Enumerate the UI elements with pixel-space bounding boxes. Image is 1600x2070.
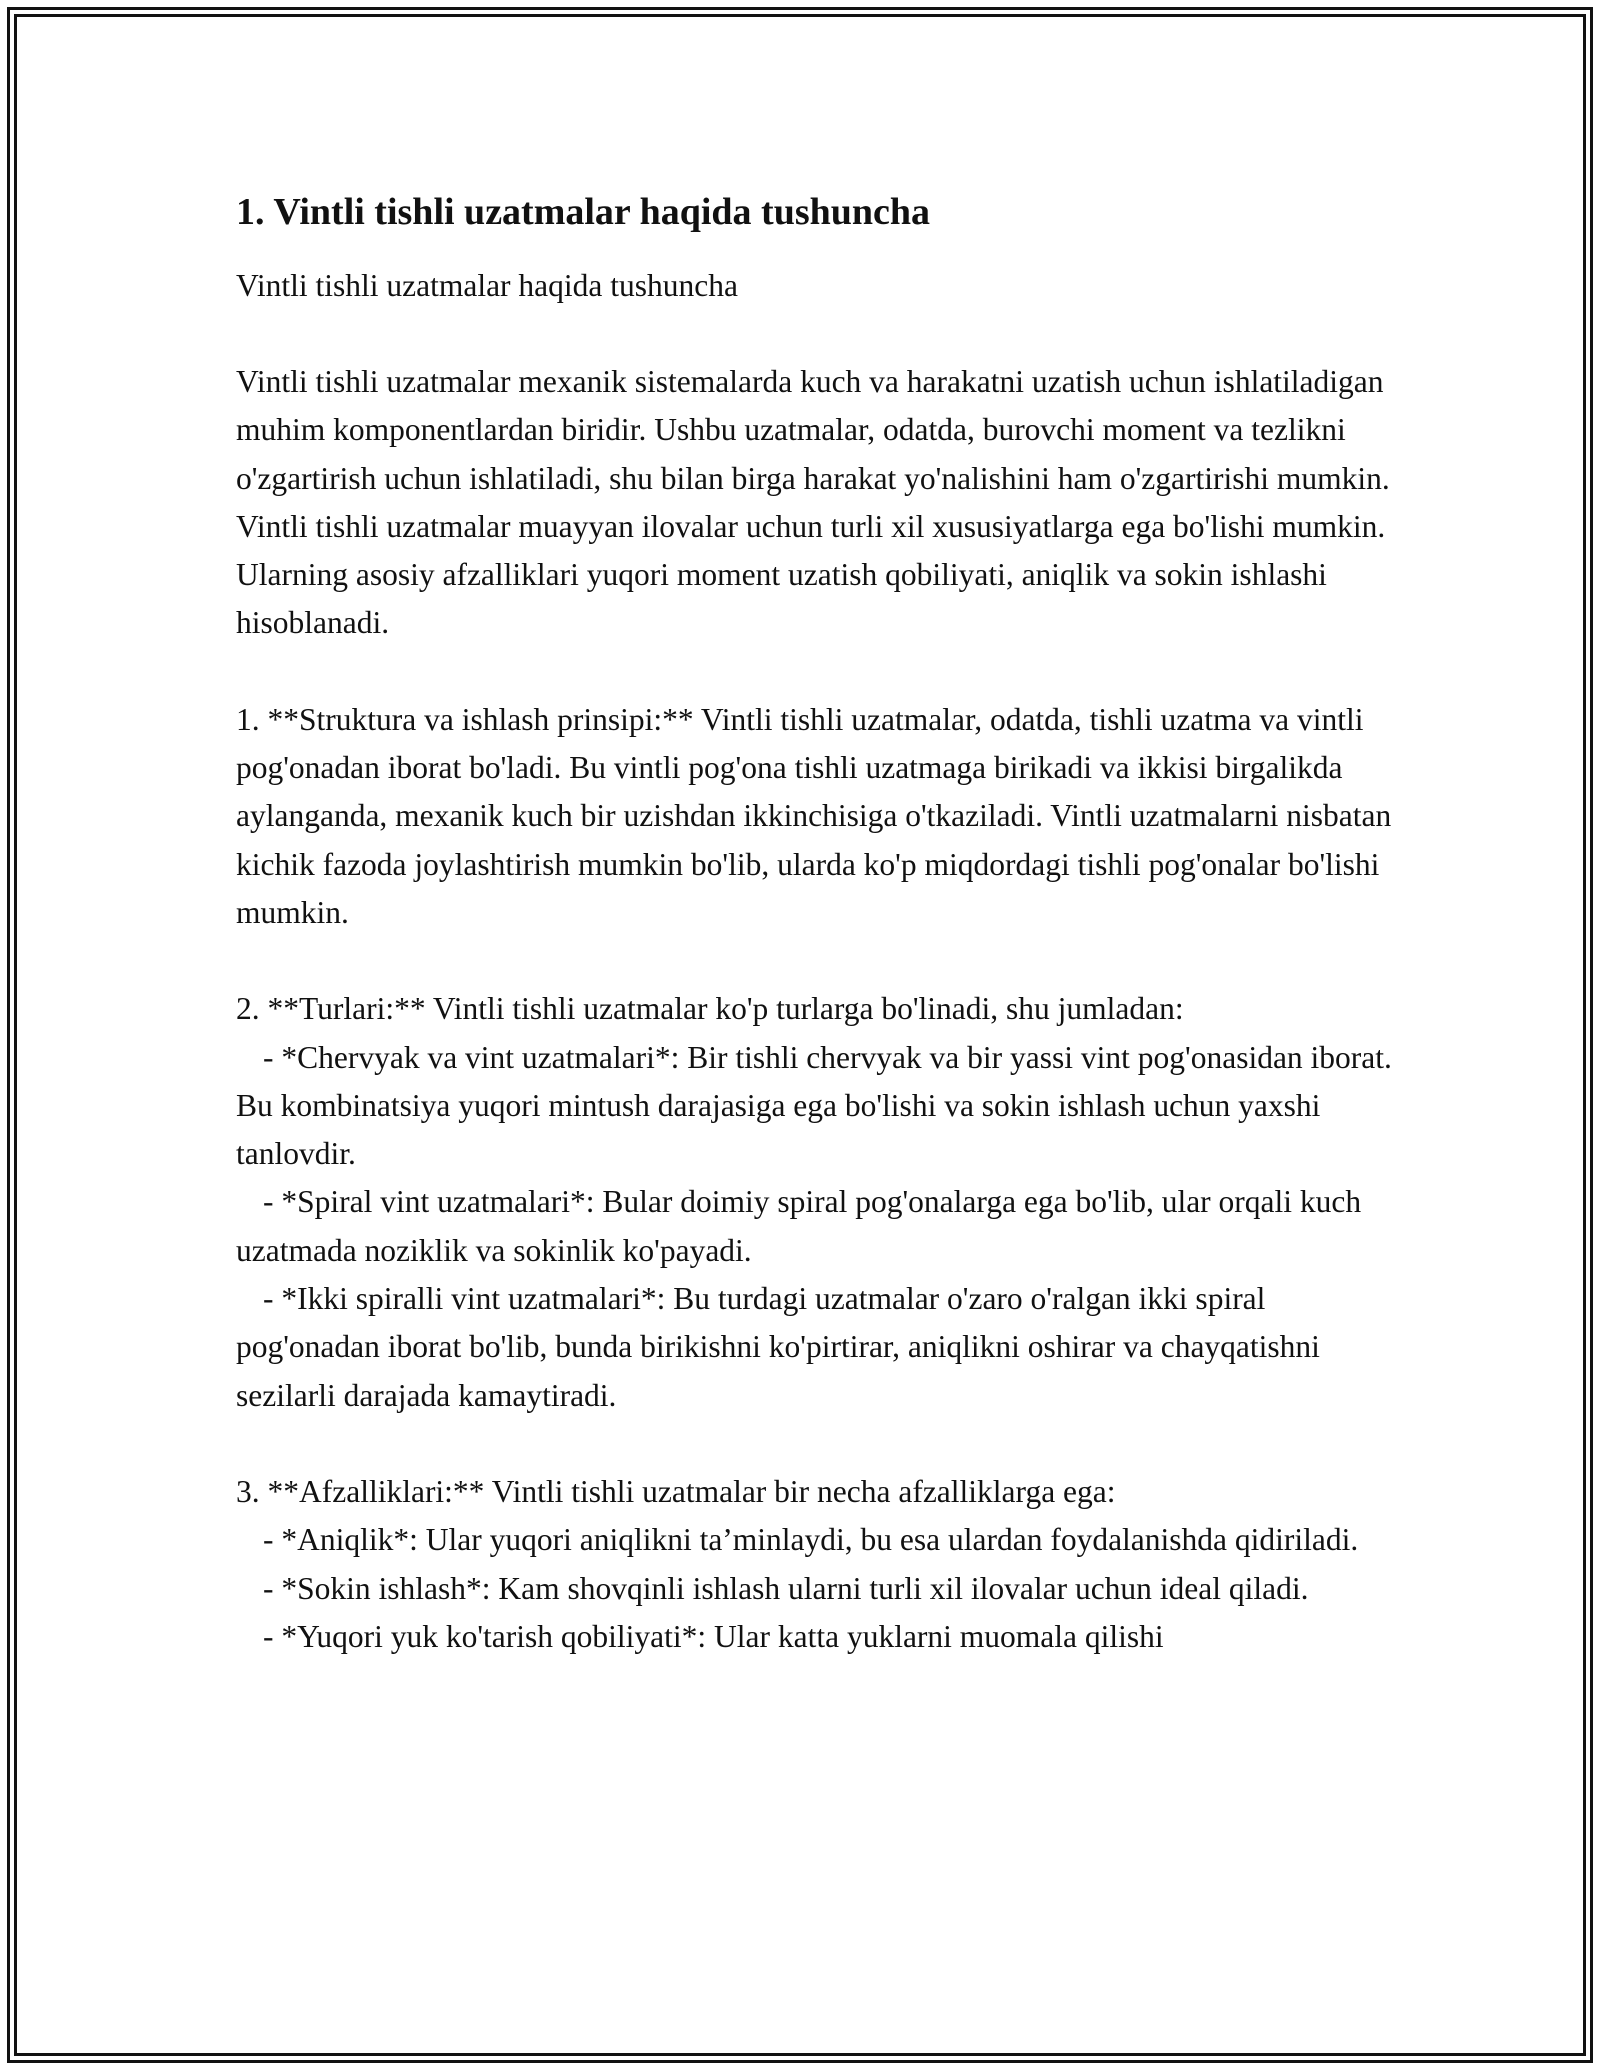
document-title: 1. Vintli tishli uzatmalar haqida tushuncha — [236, 191, 931, 233]
list-item: - *Chervyak va vint uzatmalari*: Bir tishli chervyak va bir yassi vint pog'onasidan iborat. Bu kombinatsiya yuqori mintush darajasiga ega bo'lishi va sokin ishlash uchun yaxshi tanlovdir. — [236, 1039, 1392, 1172]
section-types — [236, 985, 1396, 1420]
section-structure-text: 1. **Struktura va ishlash prinsipi:** Vintli tishli uzatmalar, odatda, tishli uzatma va vintli pog'onadan iborat bo'ladi. Bu vintli pog'ona tishli uzatmaga birikadi va ikkisi birgalikda aylanganda, mexanik kuch bir uzishdan ikkinchisiga o'tkaziladi. Vintli uzatmalarni nisbatan kichik fazoda joylashtirish mumkin bo'lib, ularda ko'p miqdordagi tishli pog'onalar bo'lishi mumkin. — [236, 701, 1392, 930]
section-advantages — [236, 1468, 1396, 1661]
section-types-heading: 2. **Turlari:** Vintli tishli uzatmalar ko'p turlarga bo'linadi, shu jumladan: — [236, 991, 1184, 1027]
section-advantages-heading: 3. **Afzalliklari:** Vintli tishli uzatmalar bir necha afzalliklarga ega: — [236, 1473, 1116, 1509]
document-body — [236, 186, 1396, 1661]
section-structure — [236, 696, 1396, 937]
list-item: - *Sokin ishlash*: Kam shovqinli ishlash ularni turli xil ilovalar uchun ideal qiladi. — [263, 1570, 1309, 1606]
list-item: - *Aniqlik*: Ular yuqori aniqlikni ta’minlaydi, bu esa ulardan foydalanishda qidiriladi. — [263, 1522, 1359, 1558]
document-subtitle: Vintli tishli uzatmalar haqida tushuncha — [236, 268, 738, 303]
list-item: - *Ikki spiralli vint uzatmalari*: Bu turdagi uzatmalar o'zaro o'ralgan ikki spiral pog'onadan iborat bo'lib, bunda birikishni ko'pirtirar, aniqlikni oshirar va chayqatishni sezilarli darajada kamaytiradi. — [236, 1281, 1320, 1413]
list-item: - *Spiral vint uzatmalari*: Bular doimiy spiral pog'onalarga ega bo'lib, ular orqali kuch uzatmada noziklik va sokinlik ko'payadi. — [236, 1184, 1362, 1268]
list-item: - *Yuqori yuk ko'tarish qobiliyati*: Ular katta yuklarni muomala qilishi — [263, 1618, 1164, 1654]
intro-paragraph: Vintli tishli uzatmalar mexanik sistemalarda kuch va harakatni uzatish uchun ishlatiladigan muhim komponentlardan biridir. Ushbu uzatmalar, odatda, burovchi moment va tezlikni o'zgartirish uchun ishlatiladi, shu bilan birga harakat yo'nalishini ham o'zgartirishi mumkin. Vintli tishli uzatmalar muayyan ilovalar uchun turli xil xususiyatlarga ega bo'lishi mumkin. Ularning asosiy afzalliklari yuqori moment uzatish qobiliyati, aniqlik va sokin ishlashi hisoblanadi. — [236, 364, 1390, 641]
